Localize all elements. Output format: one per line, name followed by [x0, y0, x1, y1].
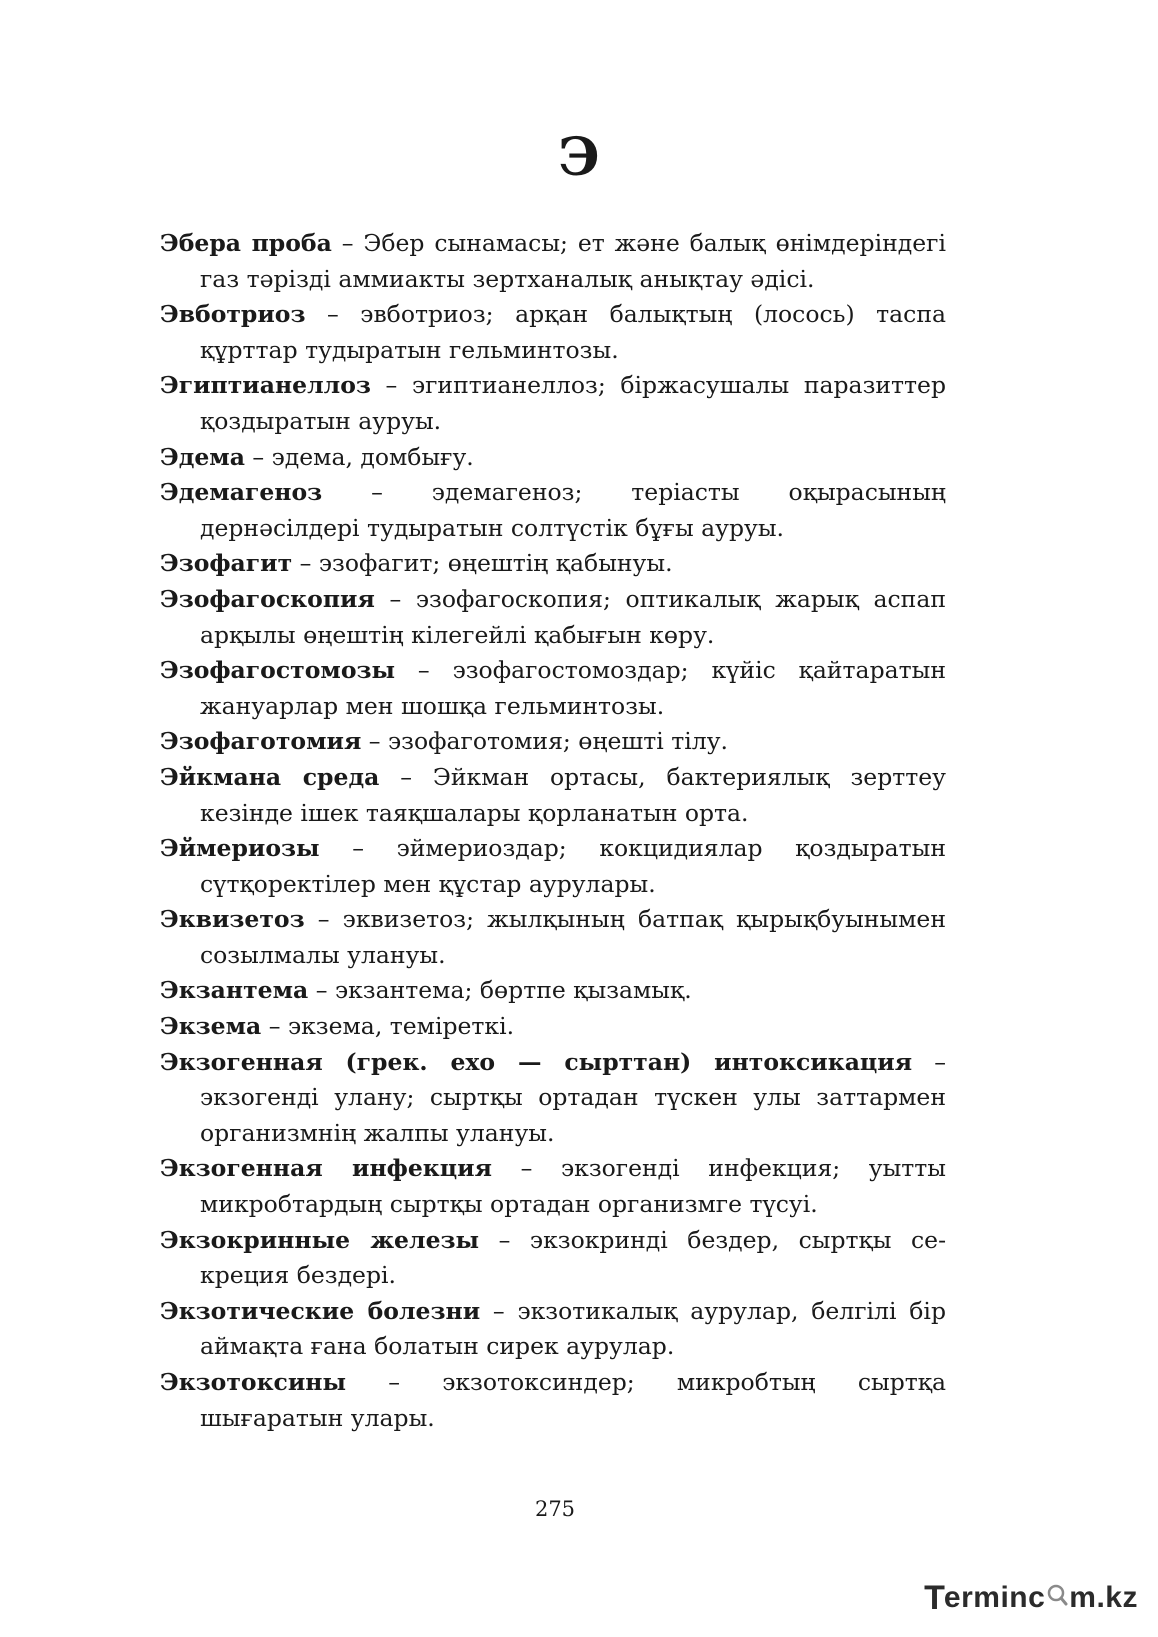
- entry-term: Эдемагеноз: [160, 478, 323, 507]
- entry-definition: – эдема, домбығу.: [244, 442, 474, 471]
- entry-definition: – эзофагостомоздар; күйіс қайтаратын жануарлар мен шошқа гельминтозы.: [200, 656, 946, 720]
- dictionary-entry: [160, 297, 946, 368]
- entry-term: Экзокринные железы: [160, 1225, 480, 1254]
- dictionary-entry: [160, 440, 946, 476]
- entry-definition: – эгиптианеллоз; біржасушалы паразиттер қоздыратын ауруы.: [200, 371, 946, 435]
- entry-term: Эдема: [160, 442, 245, 471]
- dictionary-entries: [160, 226, 946, 1436]
- entry-definition: – эзофагоскопия; оптикалық жарық аспап арқылы өңештің кілегейлі қабығын көру.: [200, 584, 946, 649]
- termincom-watermark: [924, 1581, 1138, 1615]
- entry-term: Эзофагостомозы: [160, 656, 396, 685]
- page-number: 275: [534, 1497, 576, 1521]
- entry-definition: – Эбер сынамасы; ет және балық өнімдеріндегі газ тәрізді аммиакты зертханалық анықтау әдісі.: [200, 229, 946, 293]
- entry-term: Экзотические болезни: [160, 1296, 481, 1325]
- watermark-text-start: erminc: [943, 1581, 1046, 1614]
- entry-term: Эзофагит: [160, 549, 293, 578]
- entry-term: Эймериозы: [160, 834, 320, 863]
- entry-definition: – экзогенді улану; сыртқы ортадан түскен улы заттармен организмнің жалпы улануы.: [200, 1047, 946, 1147]
- dictionary-entry: [160, 1151, 946, 1222]
- entry-definition: – экзогенді инфекция; уытты микробтардың сыртқы ортадан организмге түсуі.: [200, 1154, 946, 1219]
- entry-definition: – эквизетоз; жылқының батпақ қырықбуынымен созылмалы улануы.: [200, 905, 946, 969]
- dictionary-entry: [160, 831, 946, 902]
- dictionary-entry: [160, 902, 946, 973]
- dictionary-entry: [160, 226, 946, 297]
- dictionary-entry: [160, 1045, 946, 1152]
- entry-definition: – экзема, теміреткі.: [261, 1012, 515, 1041]
- entry-term: Экзема: [160, 1012, 262, 1041]
- dictionary-entry: [160, 368, 946, 439]
- section-letter: Э: [558, 127, 600, 188]
- entry-term: Эзофаготомия: [160, 727, 362, 756]
- entry-term: Эвботриоз: [160, 300, 306, 329]
- dictionary-entry: [160, 973, 946, 1009]
- entry-term: Экзотоксины: [160, 1368, 347, 1396]
- entry-term: Эквизетоз: [160, 905, 305, 934]
- entry-definition: – эзофаготомия; өңешті тілу.: [361, 727, 728, 756]
- dictionary-entry: [160, 1294, 946, 1365]
- entry-definition: – экзантема; бөртпе қызамық.: [308, 976, 692, 1005]
- entry-term: Эбера проба: [160, 229, 332, 257]
- entry-term: Экзантема: [160, 976, 309, 1005]
- entry-definition: – эймериоздар; кокцидиялар қоздыратын сүтқоректілер мен құстар аурулары.: [200, 834, 946, 898]
- entry-term: Эгиптианеллоз: [160, 371, 371, 400]
- dictionary-entry: [160, 546, 946, 582]
- watermark-first-letter: T: [924, 1579, 944, 1617]
- entry-definition: – экзотикалық аурулар, белгілі бір аймақта ғана болатын сирек аурулар.: [200, 1296, 946, 1361]
- dictionary-entry: [160, 1223, 946, 1294]
- entry-term: Эйкмана среда: [160, 762, 380, 791]
- entry-definition: – эзофагит; өңештің қабынуы.: [292, 549, 673, 578]
- dictionary-entry: [160, 475, 946, 546]
- dictionary-entry: [160, 760, 946, 831]
- entry-definition: – эвботриоз; арқан балықтың (лосось) таспа құрттар тудыратын гельминтозы.: [200, 300, 946, 364]
- entry-term: Экзогенная инфекция: [160, 1154, 492, 1183]
- entry-definition: – эдемагеноз; теріасты оқырасының дернәсілдері тудыратын солтүстік бұғы ауруы.: [200, 478, 946, 542]
- entry-term: Экзогенная (грек. exo — сырттан) интоксикация: [160, 1047, 913, 1076]
- dictionary-entry: [160, 653, 946, 724]
- watermark-text-end: m.kz: [1069, 1581, 1138, 1614]
- entry-definition: – Эйкман ортасы, бактериялық зерттеу кезінде ішек таяқшалары қорланатын орта.: [200, 762, 946, 827]
- dictionary-entry: [160, 582, 946, 653]
- dictionary-entry: [160, 724, 946, 760]
- entry-term: Эзофагоскопия: [160, 584, 375, 613]
- dictionary-entry: [160, 1365, 946, 1436]
- entry-definition: – экзотоксиндер; микробтың сыртқа шығаратын улары.: [200, 1368, 946, 1432]
- entry-definition: – экзокринді бездер, сыртқы секреция бездері.: [200, 1225, 947, 1290]
- dictionary-entry: [160, 1009, 946, 1045]
- magnifier-icon: [1046, 1581, 1068, 1615]
